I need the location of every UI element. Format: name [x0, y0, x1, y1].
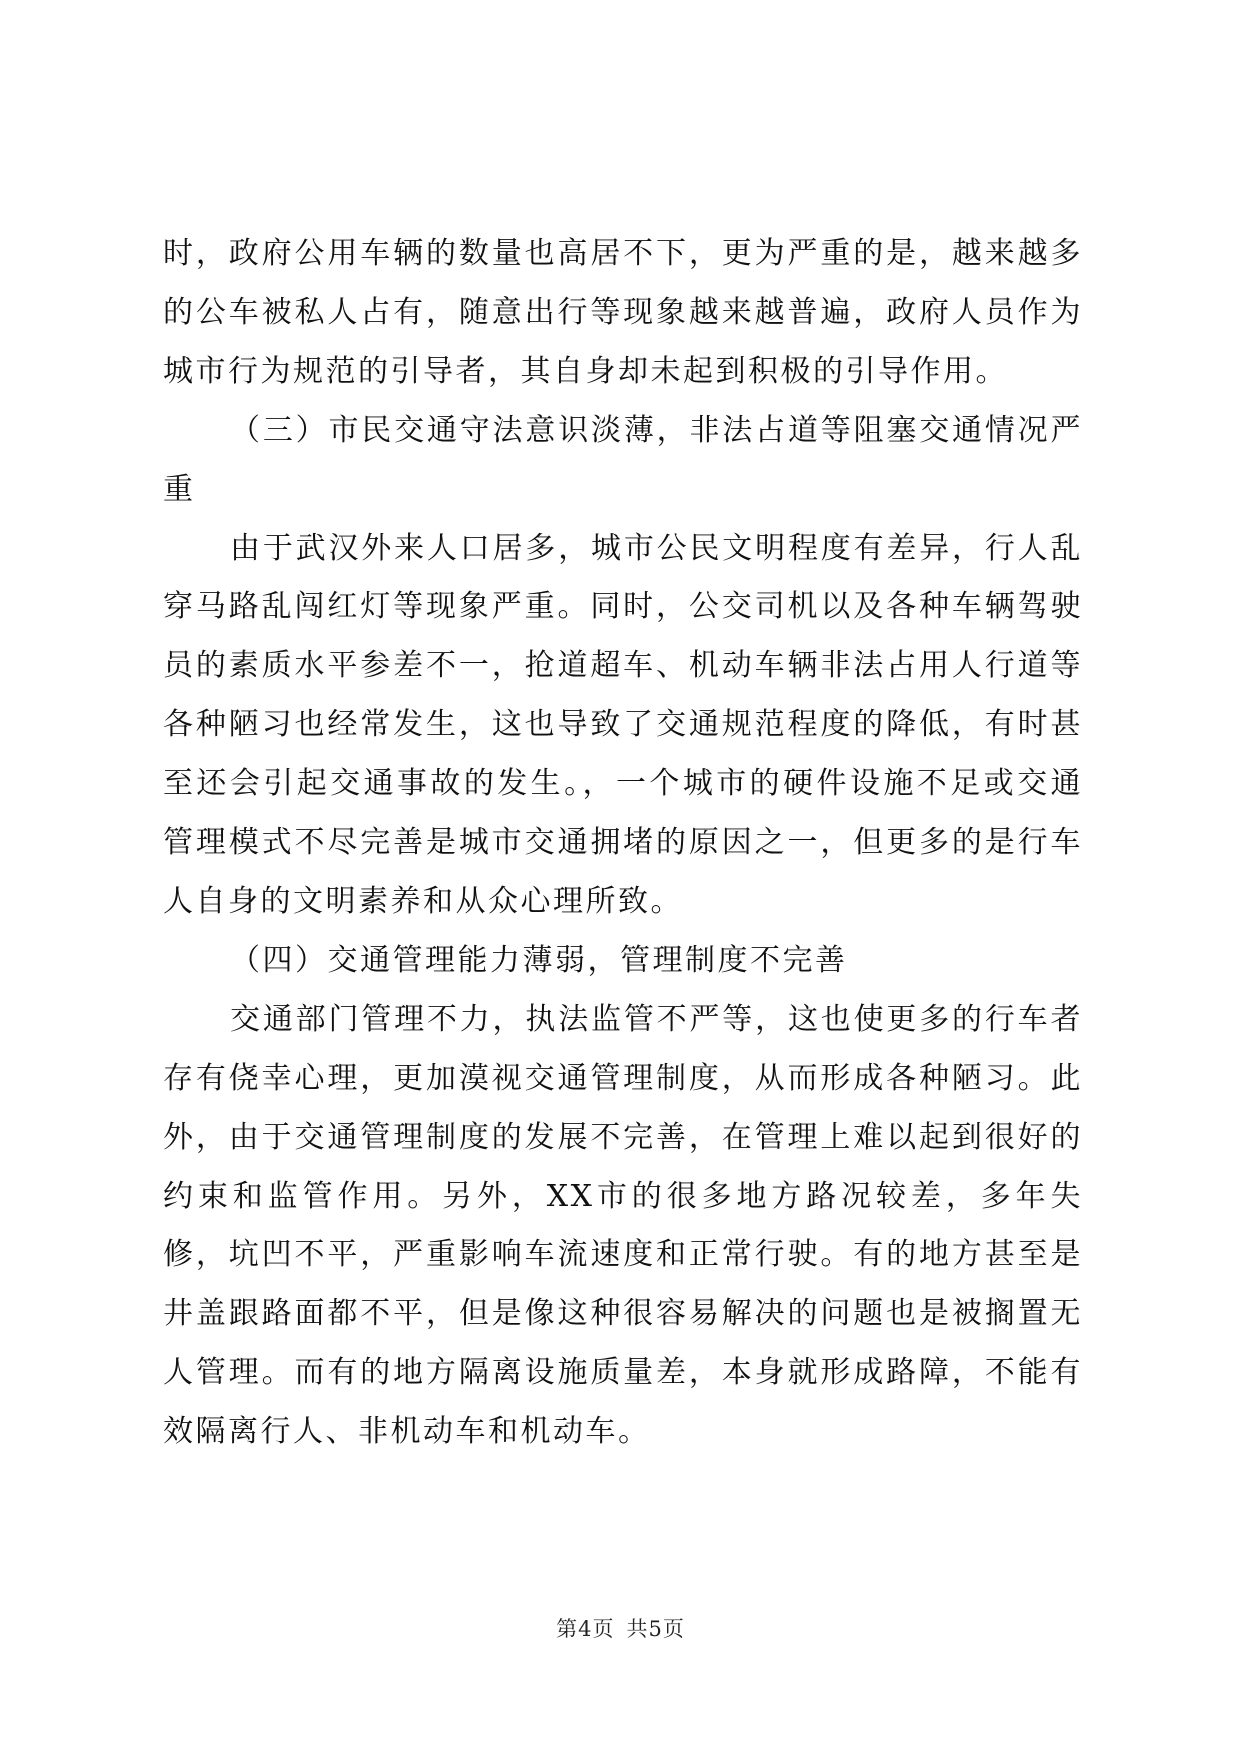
page-total: 共5页	[626, 1617, 685, 1641]
page-number: 第4页	[556, 1617, 615, 1641]
page-footer	[0, 1613, 1241, 1643]
paragraph-section-4: 交通部门管理不力，执法监管不严等，这也使更多的行车者存有侥幸心理，更加漠视交通管理制度，从而形成各种陋习。此外，由于交通管理制度的发展不完善，在管理上难以起到很好的约束和监管作用。另外，XX市的很多地方路况较差，多年失修，坑凹不平，严重影响车流速度和正常行驶。有的地方甚至是井盖跟路面都不平，但是像这种很容易解决的问题也是被搁置无人管理。而有的地方隔离设施质量差，本身就形成路障，不能有效隔离行人、非机动车和机动车。	[163, 1001, 1083, 1450]
section-heading-4: （四）交通管理能力薄弱，管理制度不完善	[230, 942, 848, 978]
section-heading-3: （三）市民交通守法意识淡薄，非法占道等阻塞交通情况严重	[163, 412, 1083, 507]
paragraph-section-3: 由于武汉外来人口居多，城市公民文明程度有差异，行人乱穿马路乱闯红灯等现象严重。同时，公交司机以及各种车辆驾驶员的素质水平参差不一，抢道超车、机动车辆非法占用人行道等各种陋习也经常发生，这也导致了交通规范程度的降低，有时甚至还会引起交通事故的发生。，一个城市的硬件设施不足或交通管理模式不尽完善是城市交通拥堵的原因之一，但更多的是行车人自身的文明素养和从众心理所致。	[163, 530, 1083, 919]
paragraph-continuation: 时，政府公用车辆的数量也高居不下，更为严重的是，越来越多的公车被私人占有，随意出行等现象越来越普遍，政府人员作为城市行为规范的引导者，其自身却未起到积极的引导作用。	[163, 236, 1083, 389]
body-text	[163, 225, 1083, 1462]
